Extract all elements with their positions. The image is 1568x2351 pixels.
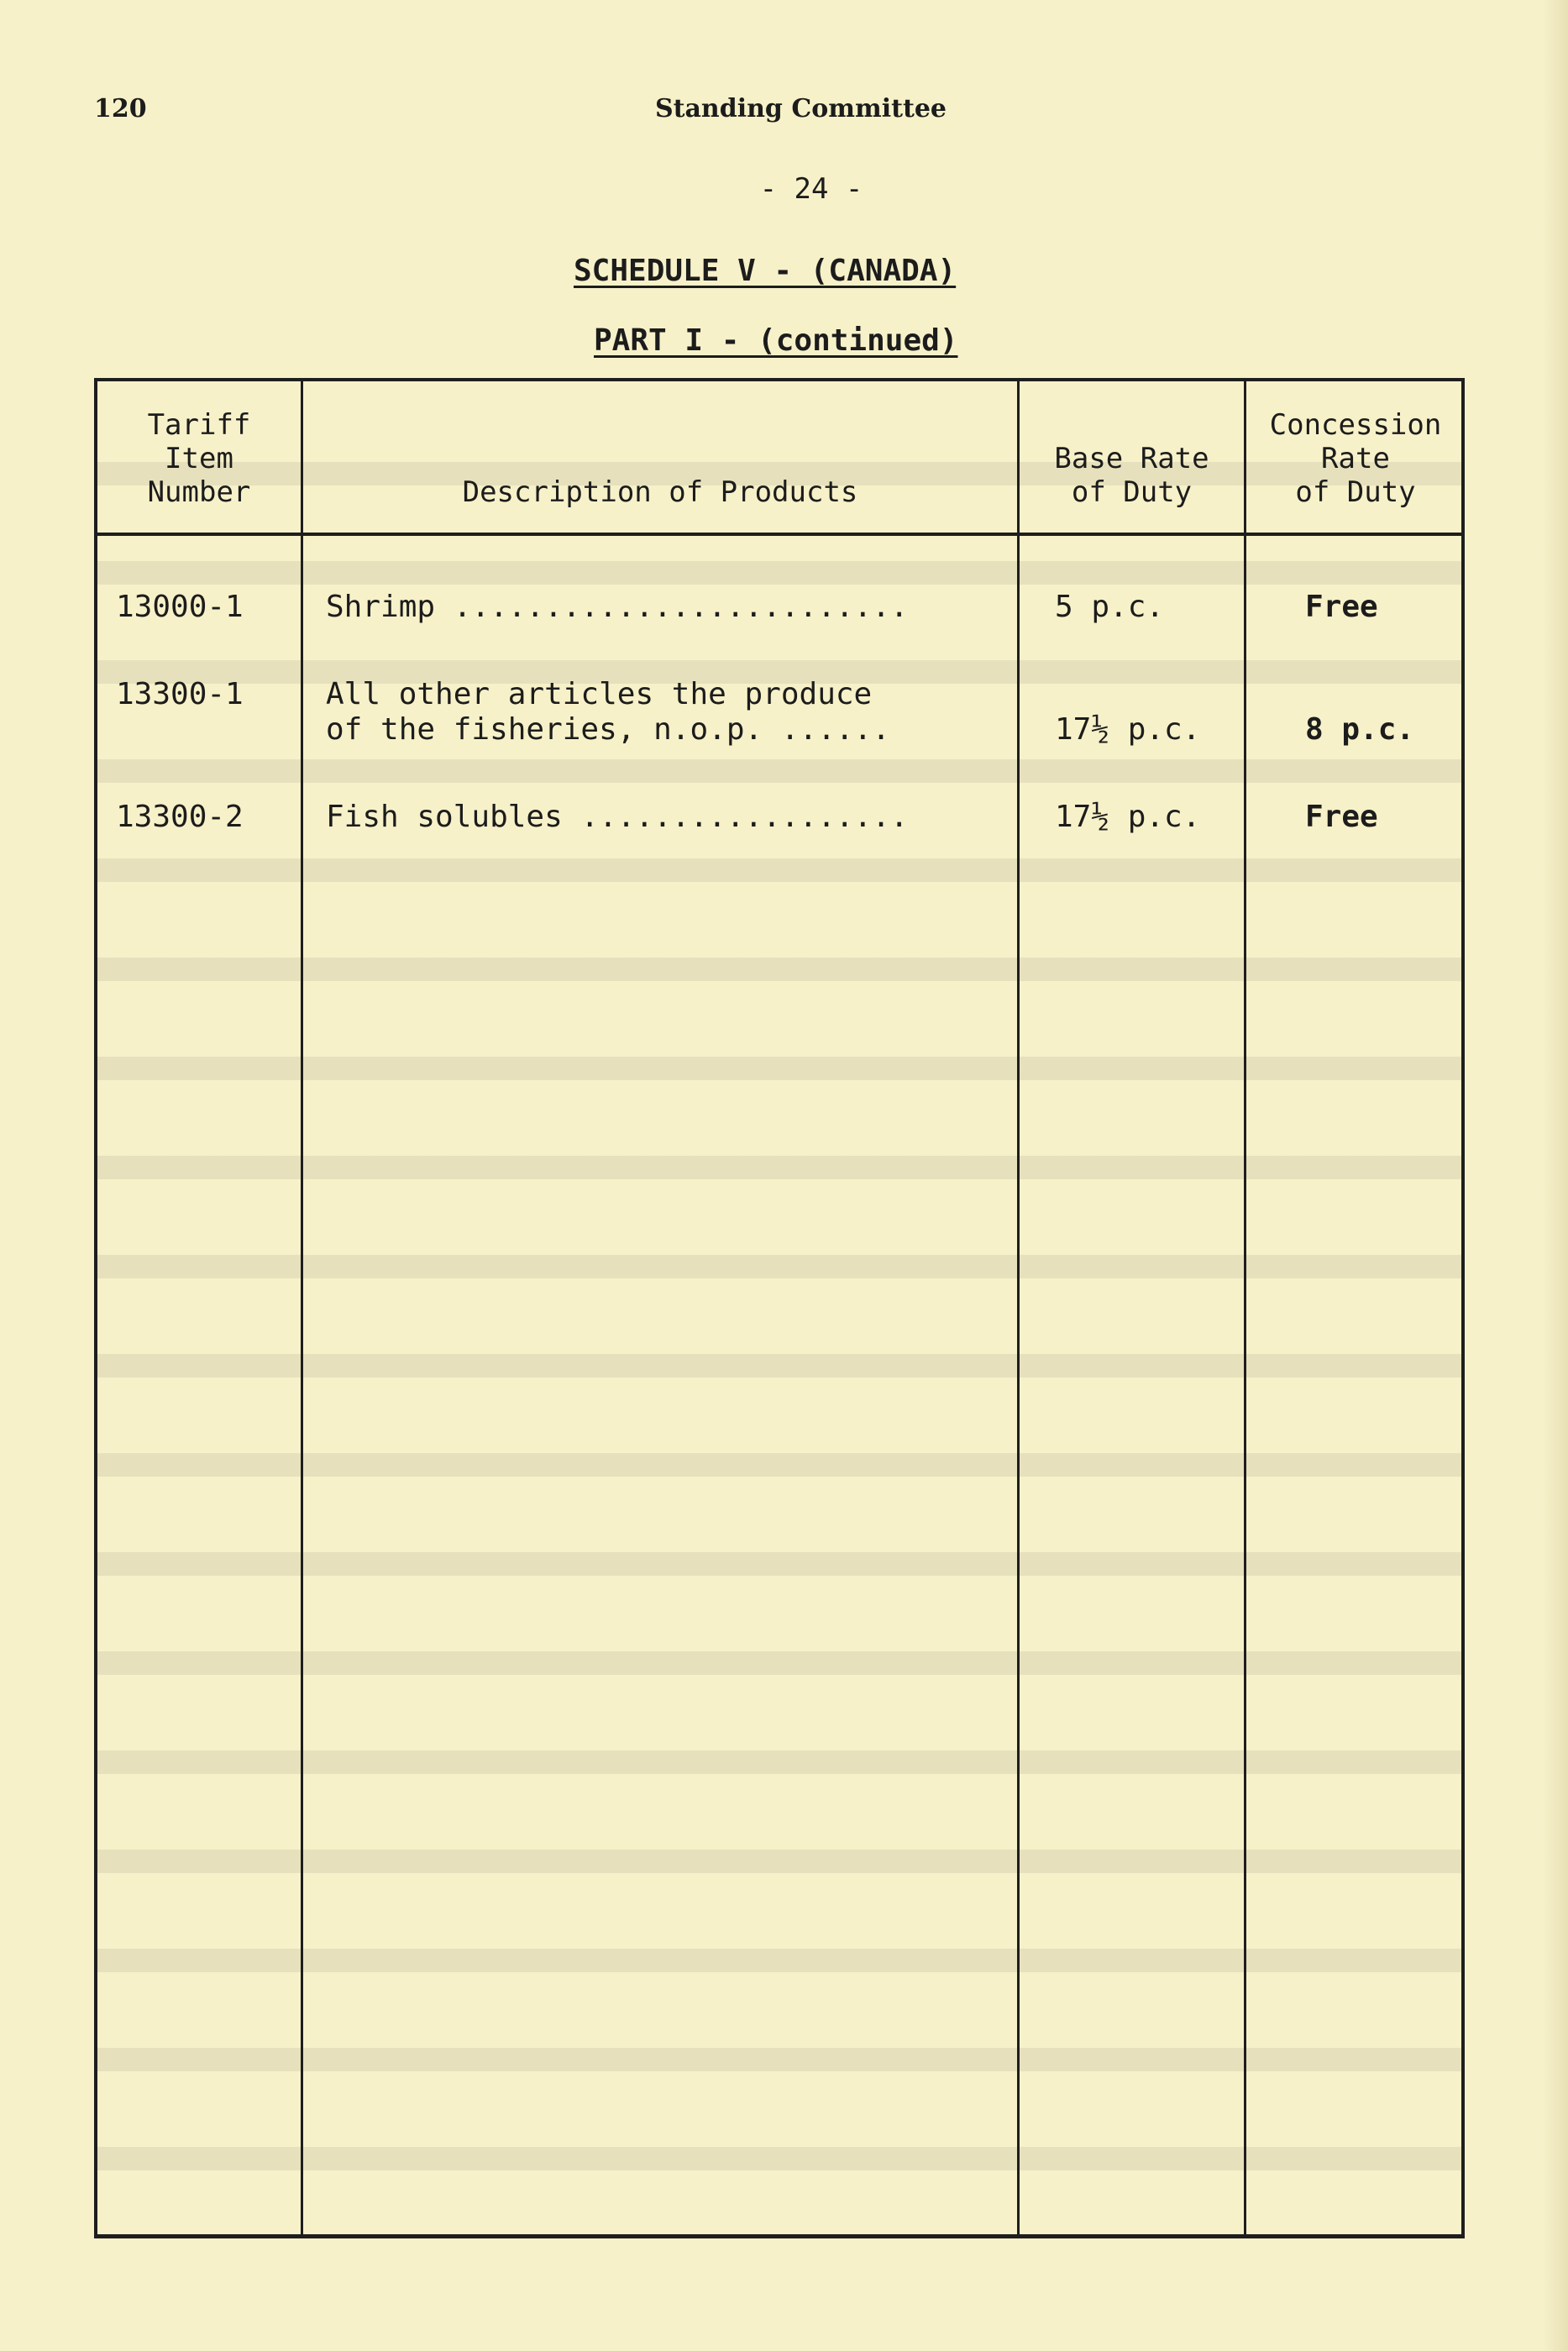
concession-rate: 8 p.c. — [1305, 712, 1415, 747]
column-header-base-rate: Base Rate of Duty — [1054, 442, 1209, 509]
product-description: Shrimp ......................... — [326, 590, 909, 624]
base-rate: 5 p.c. — [1055, 590, 1165, 624]
tariff-item-number: 13000-1 — [116, 590, 244, 624]
page-marker: - 24 - — [759, 172, 863, 206]
product-description: Fish solubles .................. — [326, 800, 909, 834]
tariff-item-number: 13300-2 — [116, 800, 244, 834]
base-rate: 17½ p.c. — [1055, 712, 1201, 747]
column-header-tariff: Tariff Item Number — [147, 408, 251, 509]
column-header-description: Description of Products — [462, 475, 858, 509]
tariff-item-number: 13300-1 — [116, 677, 244, 711]
schedule-title: SCHEDULE V - (CANADA) — [574, 254, 957, 288]
base-rate: 17½ p.c. — [1055, 800, 1201, 834]
product-description: All other articles the produce of the fisheries, n.o.p. ...... — [326, 677, 890, 747]
page-number: 120 — [94, 94, 147, 123]
header-rule — [97, 533, 1461, 536]
column-divider — [1017, 381, 1020, 2234]
column-divider — [301, 381, 303, 2234]
concession-rate: Free — [1305, 590, 1378, 624]
part-title: PART I - (continued) — [594, 323, 958, 358]
column-divider — [1244, 381, 1246, 2234]
page-edge-shadow — [1543, 0, 1568, 2351]
tariff-table — [94, 378, 1465, 2238]
concession-rate: Free — [1305, 800, 1378, 834]
running-header: Standing Committee — [654, 94, 947, 123]
column-header-concession-rate: Concession Rate of Duty — [1269, 408, 1442, 509]
